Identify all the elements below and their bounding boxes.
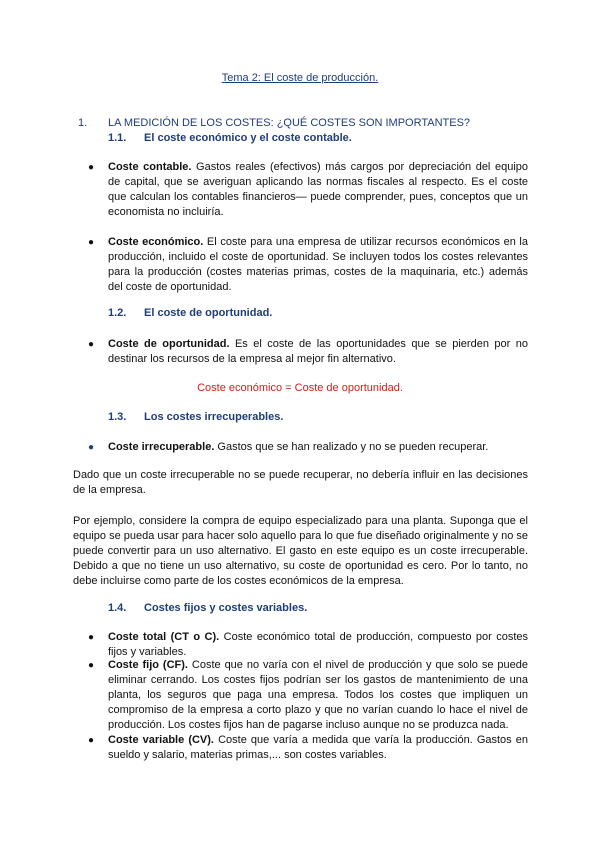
definition: Coste que no varía con el nivel de producción y que solo se puede eliminar cerrando. Los costes fijos podrían ser los gastos de mantenimiento de una planta, los seguros que paga una empresa. Todos los costes que impliquen un compromiso de la empresa a corto plazo y que no varían cuando lo hace el nivel de producción. Los costes fijos han de pagarse incluso aunque no se produzca nada. (108, 659, 528, 731)
term: Coste económico. (108, 236, 204, 248)
list-item-coste-irrecuperable (88, 440, 528, 455)
list-item-coste-fijo (88, 658, 528, 733)
paragraph-irrecuperable-decision: Dado que un coste irrecuperable no se puede recuperar, no debería influir en las decisiones de la empresa. (73, 469, 528, 496)
paragraph-example: Por ejemplo, considere la compra de equipo especializado para una planta. Suponga que el equipo se pueda usar para hacer solo aquello para lo que fue diseñado originalmente y no se puede convertir para un uso alternativo. El gasto en este equipo es un coste irrecuperable. Debido a que no tiene un uso alternativo, su coste de oportunidad es cero. Por lo tanto, no debe incluirse como parte de los costes económicos de la empresa. (73, 515, 528, 587)
subsection-1-3-heading (108, 410, 283, 425)
subsection-1-4-heading (108, 601, 307, 616)
section-title: LA MEDICIÓN DE LOS COSTES: ¿QUÉ COSTES SON IMPORTANTES? (108, 117, 471, 129)
definition: Gastos reales (efectivos) más cargos por depreciación del equipo de capital, que se averiguan aplicando las normas fiscales al respecto. Es el coste que calculan los contables financieros— puede comprender, pues, conceptos que un economista no incluiría. (108, 161, 528, 218)
definition: Es el coste de las oportunidades que se pierden por no destinar los recursos de la empresa al mejor fin alternativo. (108, 338, 528, 365)
list-item-coste-oportunidad (88, 337, 528, 367)
term: Coste total (CT o C). (108, 631, 220, 643)
definition: El coste para una empresa de utilizar recursos económicos en la producción, incluido el coste de oportunidad. Se incluyen todos los costes relevantes para la producción (costes materias primas, costes de la maquinaria, etc.) además del coste de oportunidad. (108, 236, 528, 293)
subsection-number: 1.3. (108, 411, 127, 423)
bullet-icon: ● (88, 442, 95, 453)
definition: Gastos que se han realizado y no se pueden recuperar. (214, 441, 489, 453)
term: Coste irrecuperable. (108, 441, 215, 453)
bullet-icon: ● (88, 162, 95, 173)
list-item-coste-economico (88, 235, 528, 295)
subsection-number: 1.1. (108, 132, 127, 144)
term: Coste variable (CV). (108, 734, 214, 746)
list-item-coste-variable (88, 733, 528, 763)
definition: Coste que varía a medida que varía la producción. Gastos en sueldo y salario, materias primas,... son costes variables. (108, 734, 528, 761)
bullet-icon: ● (88, 237, 95, 248)
subsection-1-2-heading (108, 306, 272, 321)
term: Coste de oportunidad. (108, 338, 230, 350)
subsection-title: Costes fijos y costes variables. (144, 602, 308, 614)
subsection-1-1-heading (108, 131, 352, 146)
bullet-icon: ● (88, 735, 95, 746)
section-1-heading (78, 116, 470, 131)
term: Coste contable. (108, 161, 192, 173)
bullet-icon: ● (88, 339, 95, 350)
subsection-number: 1.4. (108, 602, 127, 614)
subsection-title: El coste de oportunidad. (144, 307, 273, 319)
subsection-number: 1.2. (108, 307, 127, 319)
bullet-icon: ● (88, 660, 95, 671)
term: Coste fijo (CF). (108, 659, 188, 671)
section-number: 1. (78, 117, 88, 129)
subsection-title: Los costes irrecuperables. (144, 411, 284, 423)
list-item-coste-contable (88, 160, 528, 220)
subsection-title: El coste económico y el coste contable. (144, 132, 352, 144)
document-title: Tema 2: El coste de producción. (221, 72, 379, 84)
formula: Coste económico = Coste de oportunidad. (197, 382, 403, 394)
bullet-icon: ● (88, 632, 95, 643)
list-item-coste-total (88, 630, 528, 660)
definition: Coste económico total de producción, compuesto por costes fijos y variables. (108, 631, 528, 658)
